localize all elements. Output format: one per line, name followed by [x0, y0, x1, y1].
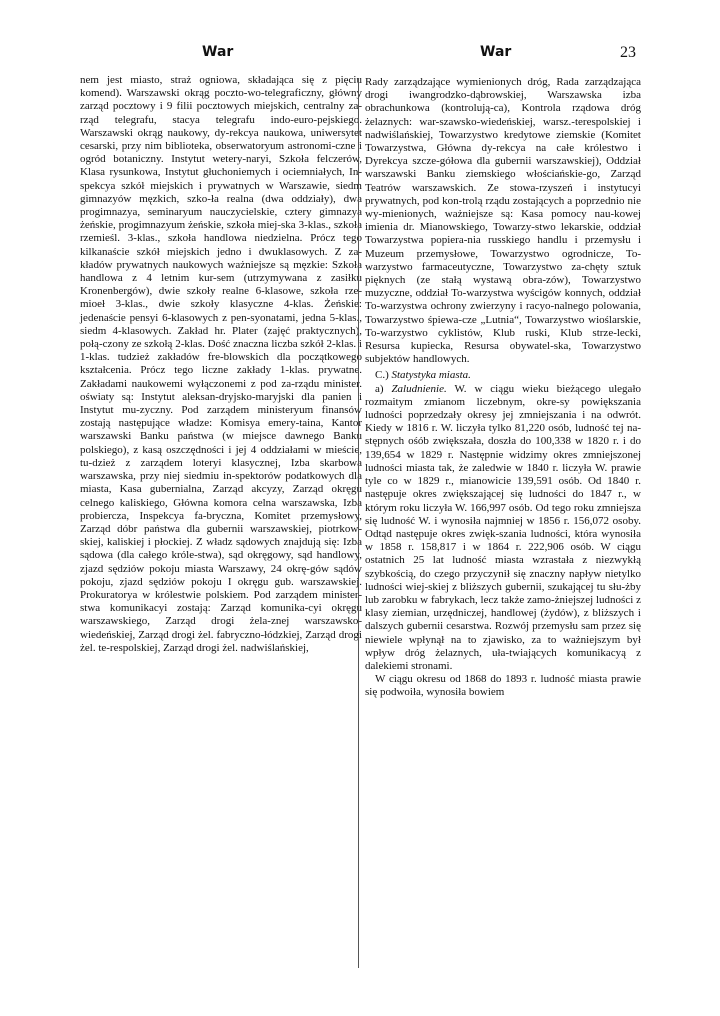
left-column-text: nem jest miasto, straż ogniowa, składająca się z pięciu komend). Warszawski okrąg poczto-wo-telegraficzny, główny zarząd pocztowy i 9 filii pocztowych miejskich, centralny za-rząd telegrafu, stacya telegrafu indo-euro-pejskiego. Warszawski okrąg naukowy, dy-rekcya naukowa, uniwersytet cesarski, przy nim biblioteka, obserwatoryum astronomi-czne i ogród botaniczny. Instytut wetery-naryi, Szkoła felczerów, Klasa rysunkowa, Instytut głuchoniemych i ociemniałych, In-spekcya szkół miejskich i prywatnych w Warszawie, siedm gimnazyów męzkich, szko-ła realna (dwa oddziały), dwa progimnazya, seminaryum nauczycielskie, cztery gimnazya żeńskie, progimnazyum żeńskie, szkoła miej-ska 3-klas., szkoła rzemieśl. 3-klas., szkoła handlowa niedzielna. Prócz tego kilkanaście szkół miejskich jedno i dwuklasowych. Z za-kładów prywatnych naukowych ważniejsze są męzkie: Szkoła handlowa z 4 letnim kur-sem (utrzymywana z zasiłku Kronenbergów), dwie szkoły realne 6-klasowe, szkoła rze-mioeł 3-klas., dwie szkoły klasyczne 4-klas. Żeńskie: jedenaście pensyi 6-klasowych z pen-syonatami, jedna 5-klas., siedm 4-klasowych. Zakład hr. Plater (zajęć praktycznych), połą-czony ze szkołą 2-klas. Dość znaczna liczba szkół 2-klas. i 1-klas. tudzież zakładów fre-blowskich dla początkowego kształcenia. Prócz tego liczne zakłady 1-klas. prywatne. Zakładami naukowemi wyłączonemi z pod za-rządu minister. oświaty są: Instytut aleksan-dryjsko-maryjski dla panien i Instytut mu-zyczny. Pod zarządem ministeryum finansów zostają następujące władze: Komisya emery-taina, Kantor warszawski Banku państwa (w miejsce dawnego Banku polskiego), z kasą oszczędności i jej 4 oddziałami w mieście, tu-dzież z zarządem loteryi klasycznej, Izba skarbowa warszawska, przy niej siedmiu in-spektorów podatkowych dla miasta, Kasa gubernialna, Zarząd akcyzy, Zarząd okręgu celnego kaliskiego, Główna komora celna warszawska, Izba probiercza, Inspekcya fa-bryczna, Komitet przemysłowy, Zarząd dóbr państwa dla gubernii warszawskiej, piotrkow-skiej, kaliskiej i płockiej. Z władz sądowych znajdują się: Izba sądowa (dla całego króle-stwa), sąd okręgowy, sąd handlowy, zjazd sędziów pokoju miasta Warszawy, 24 okrę-gów sądów pokoju, zjazd sędziów pokoju I okręgu gub. warszawskiej. Prokuratorya w królestwie polskiem. Pod zarządem minister-stwa komunikacyi zostają: Zarząd komunika-cyi okręgu warszawskiego, Zarząd drogi żela-znej warszawsko-wiedeńskiej, Zarząd drogi żel. fabryczno-łódzkiej, Zarząd drogi żel. te-respolskiej, Zarząd drogi żel. nadwiślańskiej, [80, 74, 362, 654]
right-column-text-1: Rady zarządzające wymienionych dróg, Rada zarządzająca drogi iwangrodzko-dąbrowskiej, Warszawska izba obrachunkowa (kontrolują-ca), Kontrola rządowa dróg żelaznych: war-szawsko-wiedeńskiej, warsz.-terespolskiej i nadwiślańskiej, Towarzystwo kredytowe ziemskie (Komitet Towarzystwa, Główna dy-rekcya na całe królestwo i Dyrekcya szcze-gółowa dla gubernii warszawskiej), Oddział warszawski Banku ziemskiego włościańskie-go, Zarząd Teatrów warszawskich. Ze stowa-rzyszeń i instytucyi prywatnych, pod kon-trolą rządu zostających a poprzednio nie wy-mienionych, ważniejsze są: Kasa pomocy nau-kowej imienia dr. Mianowskiego, Towarzy-stwo lekarskie, oddział Towarzystwa popiera-nia russkiego handlu i przemysłu i Muzeum przemysłowe, Towarzystwo ogrodnicze, To-warzystwo farmaceutyczne, Towarzystwo za-chęty sztuk pięknych (ze stałą wystawą obra-zów), Towarzystwo muzyczne, oddział To-warzystwa wyścigów konnych, oddział To-warzystwa ochrony zwierzyny i racyo-nalnego polowania, Towarzystwo śpiewa-cze „Lutnia“, Towarzystwo wioślarskie, To-warzystwo cyklistów, Klub ruski, Klub strze-lecki, Resursa kupiecka, Resursa obywatel-ska, Towarzystwo subjektów handlowych. [365, 76, 641, 366]
section-label: C.) [375, 369, 389, 382]
running-head-right: War [480, 44, 512, 60]
subsection-paragraph [365, 383, 641, 673]
left-column [80, 74, 362, 655]
right-column-text-3: W ciągu okresu od 1868 do 1893 r. ludność miasta prawie się podwoiła, wynosiła bowiem [365, 673, 641, 699]
section-heading [365, 369, 641, 382]
page-number: 23 [620, 44, 636, 61]
right-column [365, 76, 641, 700]
section-title: Statystyka miasta. [391, 369, 471, 382]
column-divider [358, 78, 359, 968]
page-header [0, 44, 720, 68]
right-column-text-2: W. w ciągu wieku bieżącego ulegało rozmaitym zmianom liczebnym, okre-sy powiększania ludności poprzedzały okresy jej zmniejszania i na odwrót. Kiedy w 1816 r. W. liczyła tylko 81,220 osób, ludność tej na-stępnych ośób zwiększała, doszła do 100,338 w 1820 r. i do 139,654 w 1829 r. Następnie widzimy okres zmniejszonej ludności miasta tak, że zaledwie w 1840 r. liczyła W. prawie tyle co w 1829 r., mianowicie 139,591 osób. Od 1840 r. następuje okres zwiększającej się ludności do 1847 r., w którym roku liczyła W. 166,997 osób. Od tego roku zmniejsza się ludność W. i wynosiła najmniej w 1856 r. 156,072 osoby. Odtąd następuje okres zwięk-szania ludności, która wynosiła w 1858 r. 158,817 i w 1864 r. 222,906 osób. W ciągu ostatnich 25 lat ludność miasta wzrastała z niezwykłą szybkością, do czego przyczynił się znaczny napływ nietylko ludności wiej-skiej z bliższych gubernii, szukającej tu słu-żby lub zarobku w fabrykach, lecz także zamo-żniejszej ludności z klasy ziemian, urzędniczej, handlowej (żydów), z bliższych i dalszych gubernii cesarstwa. Rozwój przemysłu sam przez się niewiele wpłynął na to zjawisko, za to ważniejszym był wpływ dróg żelaznych, uła-twiających komunikacyą z dalekiemi stronami. [365, 382, 641, 672]
subsection-title: Zaludnienie. [391, 382, 447, 395]
subsection-label: a) [375, 382, 384, 395]
running-head-left: War [202, 44, 234, 60]
